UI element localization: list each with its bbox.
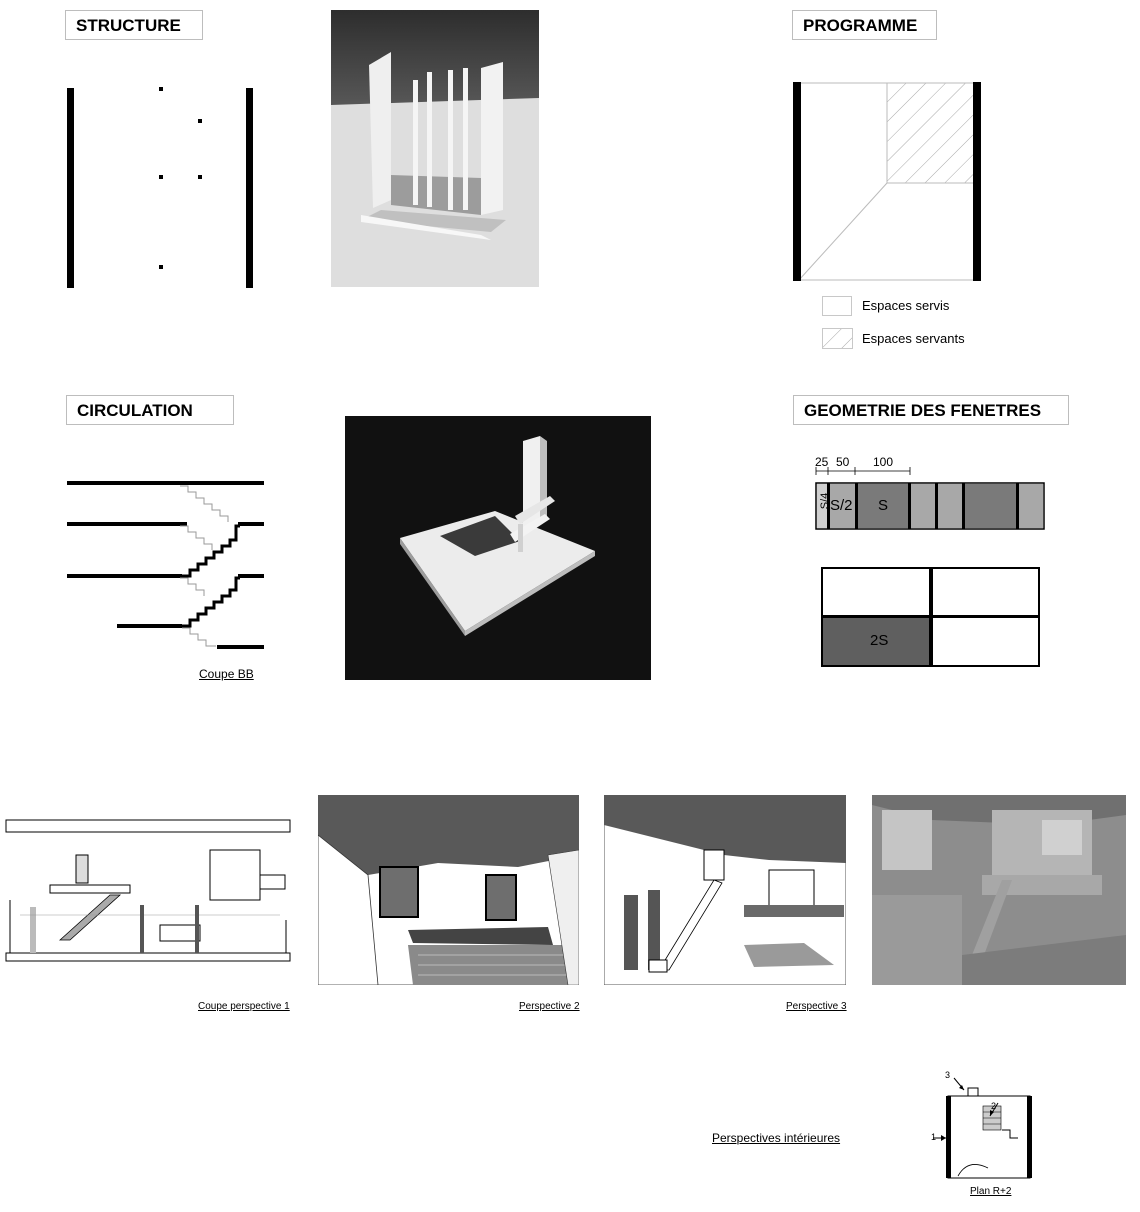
legend-servis-swatch xyxy=(822,296,852,316)
plan-marker-2: 2 xyxy=(991,1101,997,1111)
perspective-3 xyxy=(604,795,846,985)
dim-25: 25 xyxy=(815,455,829,469)
legend-servants-label: Espaces servants xyxy=(862,331,965,346)
programme-wall-left xyxy=(793,82,801,281)
programme-plan-diagram xyxy=(790,80,985,285)
dim-50: 50 xyxy=(836,455,850,469)
perspective-2 xyxy=(318,795,579,985)
plan-r2-diagram xyxy=(928,1068,1040,1183)
cell-s: S xyxy=(878,497,889,514)
geometrie-title: GEOMETRIE DES FENETRES xyxy=(793,395,1069,425)
window-grid-diagram xyxy=(818,564,1043,669)
circulation-model-photo xyxy=(345,416,651,680)
perspective-render xyxy=(872,795,1126,985)
plan-marker-3: 3 xyxy=(945,1070,951,1080)
legend-servants-swatch xyxy=(822,328,854,350)
circulation-caption: Coupe BB xyxy=(199,667,254,681)
structure-column xyxy=(198,175,202,179)
legend-servis-label: Espaces servis xyxy=(862,298,950,313)
cell-2s: 2S xyxy=(870,632,889,649)
structure-model-photo xyxy=(331,10,539,287)
plan-r2-caption: Plan R+2 xyxy=(970,1186,1012,1197)
circulation-title: CIRCULATION xyxy=(66,395,234,425)
structure-wall-left xyxy=(67,88,74,288)
circulation-section-diagram xyxy=(60,470,270,655)
structure-column xyxy=(159,87,163,91)
structure-column xyxy=(198,119,202,123)
structure-plan-diagram xyxy=(60,80,260,295)
structure-wall-right xyxy=(246,88,253,288)
cell-s2: S/2 xyxy=(830,497,853,514)
dim-100: 100 xyxy=(873,455,894,469)
plan-marker-1: 1 xyxy=(931,1132,937,1142)
structure-column xyxy=(159,175,163,179)
perspective-2-caption: Perspective 2 xyxy=(519,1001,580,1012)
perspective-3-caption: Perspective 3 xyxy=(786,1001,847,1012)
coupe-perspective-1 xyxy=(0,815,295,965)
structure-column xyxy=(159,265,163,269)
programme-title: PROGRAMME xyxy=(792,10,937,40)
perspectives-group-label: Perspectives intérieures xyxy=(712,1131,841,1145)
programme-servant-zone xyxy=(887,83,975,183)
programme-wall-right xyxy=(973,82,981,281)
structure-title: STRUCTURE xyxy=(65,10,203,40)
coupe-perspective-1-caption: Coupe perspective 1 xyxy=(198,1001,290,1012)
cell-s4: S/4 xyxy=(819,492,831,510)
